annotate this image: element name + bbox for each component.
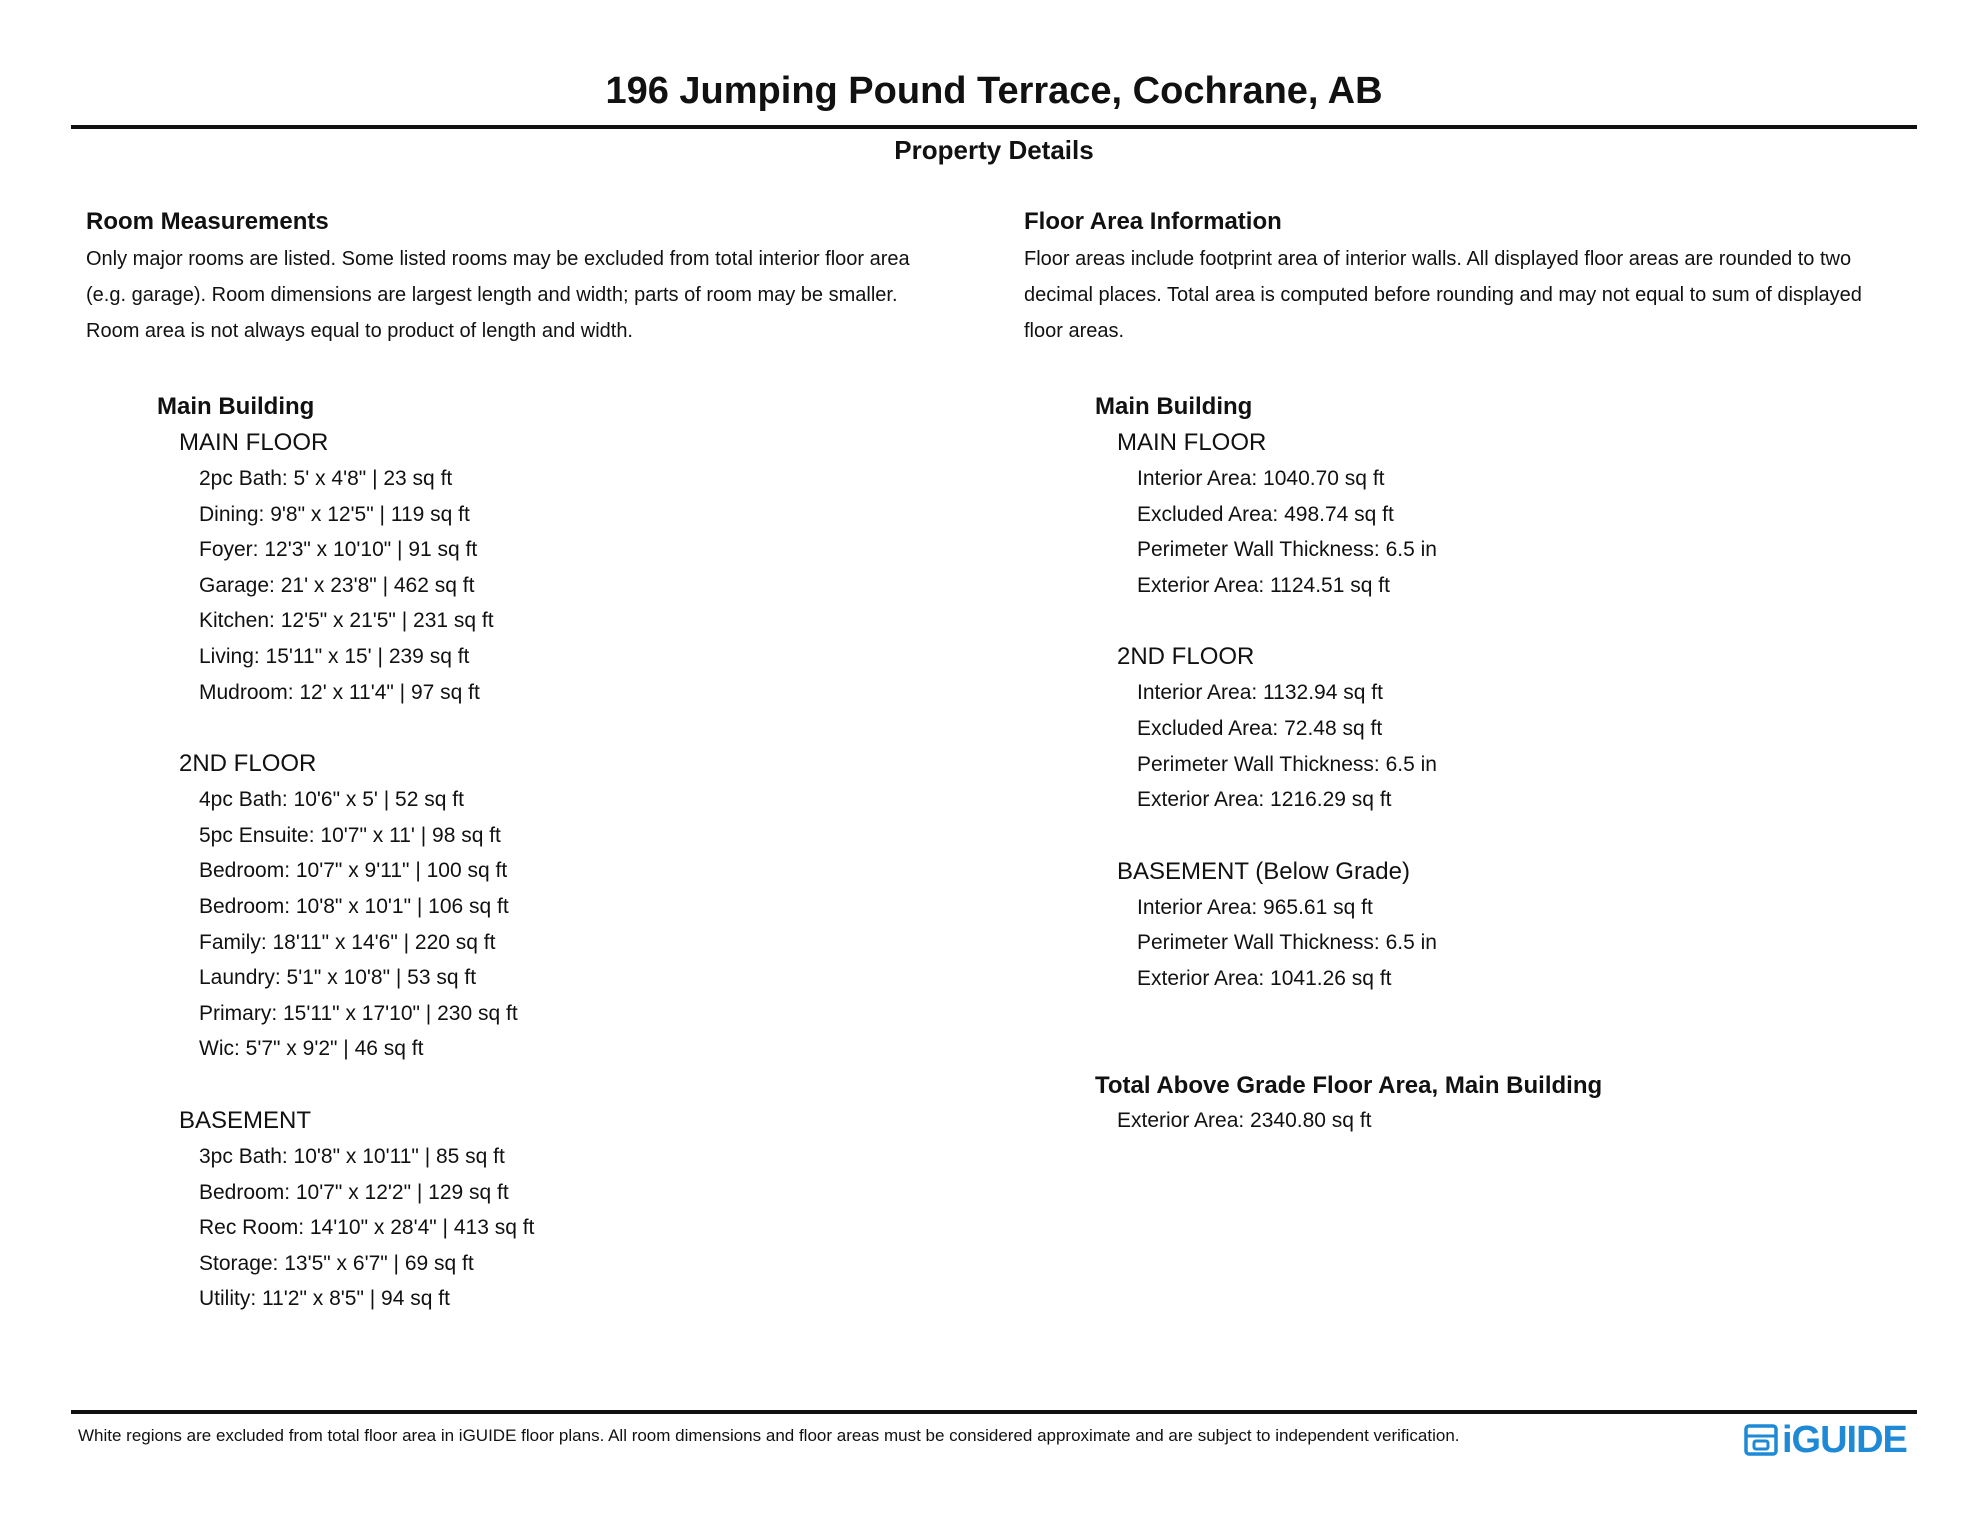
building-label: Main Building <box>157 393 315 420</box>
room-row: Bedroom: 10'7" x 12'2" | 129 sq ft <box>199 1180 509 1204</box>
room-measurements-heading: Room Measurements <box>86 208 329 235</box>
floor-label-2nd: 2ND FLOOR <box>179 750 317 778</box>
area-row: Excluded Area: 498.74 sq ft <box>1137 502 1394 526</box>
total-area-heading: Total Above Grade Floor Area, Main Building <box>1095 1071 1603 1099</box>
area-row: Perimeter Wall Thickness: 6.5 in <box>1137 538 1437 562</box>
room-row: Wic: 5'7" x 9'2" | 46 sq ft <box>199 1037 424 1061</box>
description-line: Floor areas include footprint area of interior walls. All displayed floor areas are rounded to two <box>1024 248 1852 270</box>
area-row: Interior Area: 1040.70 sq ft <box>1137 467 1385 490</box>
room-row: Kitchen: 12'5" x 21'5" | 231 sq ft <box>199 609 494 633</box>
floor-label-basement: BASEMENT <box>179 1106 312 1134</box>
description-line: floor areas. <box>1024 320 1125 342</box>
area-row: Exterior Area: 1041.26 sq ft <box>1137 966 1392 990</box>
area-row: Exterior Area: 1216.29 sq ft <box>1137 788 1392 812</box>
floor-label-main: MAIN FLOOR <box>1117 429 1267 456</box>
page-title: 196 Jumping Pound Terrace, Cochrane, AB <box>605 70 1383 112</box>
room-row: Bedroom: 10'8" x 10'1" | 106 sq ft <box>199 894 509 918</box>
room-row: Family: 18'11" x 14'6" | 220 sq ft <box>199 930 496 954</box>
room-row: Primary: 15'11" x 17'10" | 230 sq ft <box>199 1001 518 1025</box>
total-area-row: Exterior Area: 2340.80 sq ft <box>1117 1108 1372 1132</box>
room-row: Rec Room: 14'10" x 28'4" | 413 sq ft <box>199 1216 535 1240</box>
floor-label-2nd: 2ND FLOOR <box>1117 643 1255 671</box>
room-measurements-description <box>86 241 986 349</box>
footer-divider <box>71 1410 1917 1414</box>
description-line: (e.g. garage). Room dimensions are largest length and width; parts of room may be smaller. <box>86 284 898 306</box>
description-line: decimal places. Total area is computed before rounding and may not equal to sum of displayed <box>1024 284 1862 306</box>
floor-label-main: MAIN FLOOR <box>179 429 329 456</box>
room-row: 4pc Bath: 10'6" x 5' | 52 sq ft <box>199 788 464 812</box>
room-row: Bedroom: 10'7" x 9'11" | 100 sq ft <box>199 859 508 883</box>
area-row: Excluded Area: 72.48 sq ft <box>1137 716 1383 740</box>
area-row: Perimeter Wall Thickness: 6.5 in <box>1137 752 1437 776</box>
iguide-logo <box>1744 1420 1907 1460</box>
page-subtitle: Property Details <box>894 135 1094 165</box>
building-label: Main Building <box>1095 393 1253 420</box>
area-row: Exterior Area: 1124.51 sq ft <box>1137 573 1390 597</box>
iguide-logo-icon <box>1744 1423 1778 1457</box>
room-row: 3pc Bath: 10'8" x 10'11" | 85 sq ft <box>199 1144 505 1168</box>
area-row: Perimeter Wall Thickness: 6.5 in <box>1137 931 1437 955</box>
description-line: Room area is not always equal to product of length and width. <box>86 320 633 342</box>
room-row: Foyer: 12'3" x 10'10" | 91 sq ft <box>199 538 478 562</box>
room-measurements-section <box>86 205 986 1317</box>
footer-disclaimer: White regions are excluded from total floor area in iGUIDE floor plans. All room dimensions and floor areas must be considered approximate and are subject to independent verification. <box>78 1426 1460 1445</box>
floor-area-heading: Floor Area Information <box>1024 208 1282 235</box>
description-line: Only major rooms are listed. Some listed rooms may be excluded from total interior floor area <box>86 248 910 270</box>
floor-area-section <box>1024 205 1924 1138</box>
area-row: Interior Area: 965.61 sq ft <box>1137 895 1373 919</box>
room-row: Dining: 9'8" x 12'5" | 119 sq ft <box>199 502 470 526</box>
header-divider <box>71 125 1917 129</box>
iguide-logo-text: iGUIDE <box>1782 1419 1907 1461</box>
room-row: Living: 15'11" x 15' | 239 sq ft <box>199 644 470 668</box>
room-row: Mudroom: 12' x 11'4" | 97 sq ft <box>199 680 480 704</box>
room-row: 5pc Ensuite: 10'7" x 11' | 98 sq ft <box>199 823 501 847</box>
room-row: Utility: 11'2" x 8'5" | 94 sq ft <box>199 1287 450 1311</box>
area-row: Interior Area: 1132.94 sq ft <box>1137 681 1383 705</box>
room-row: Laundry: 5'1" x 10'8" | 53 sq ft <box>199 966 477 990</box>
floor-area-description <box>1024 241 1924 349</box>
room-row: Garage: 21' x 23'8" | 462 sq ft <box>199 573 475 597</box>
room-row: 2pc Bath: 5' x 4'8" | 23 sq ft <box>199 467 453 490</box>
room-row: Storage: 13'5" x 6'7" | 69 sq ft <box>199 1251 474 1275</box>
floor-label-basement: BASEMENT (Below Grade) <box>1117 857 1410 885</box>
